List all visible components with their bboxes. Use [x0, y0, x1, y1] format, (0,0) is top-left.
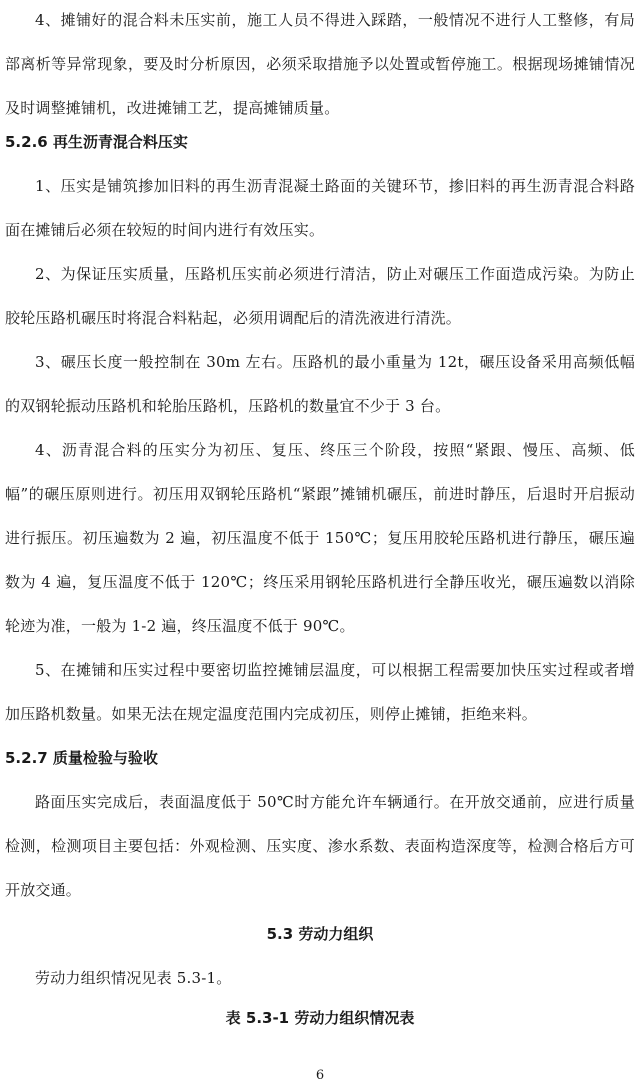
- page-number: 6: [315, 1068, 325, 1083]
- table-title: 表 5.3-1 劳动力组织情况表: [225, 1009, 415, 1027]
- paragraph-compaction-5: 5、在摊铺和压实过程中要密切监控摊铺层温度，可以根据工程需要加快压实过程或者增加压路机数量。如果无法在规定温度范围内完成初压，则停止摊铺，拒绝来料。: [5, 661, 635, 723]
- paragraph-compaction-2: 2、为保证压实质量，压路机压实前必须进行清洁，防止对碾压工作面造成污染。为防止胶轮压路机碾压时将混合料粘起，必须用调配后的清洗液进行清洗。: [5, 265, 635, 327]
- paragraph-paving-4: 4、摊铺好的混合料未压实前，施工人员不得进入踩踏，一般情况不进行人工整修，有局部离析等异常现象，要及时分析原因，必须采取措施予以处置或暂停施工。根据现场摊铺情况及时调整摊铺机，改进摊铺工艺，提高摊铺质量。: [5, 11, 635, 117]
- heading-5-3: 5.3 劳动力组织: [266, 925, 374, 943]
- paragraph-compaction-3: 3、碾压长度一般控制在 30m 左右。压路机的最小重量为 12t，碾压设备采用高频低幅的双钢轮振动压路机和轮胎压路机，压路机的数量宜不少于 3 台。: [5, 353, 635, 415]
- paragraph-labor-ref: 劳动力组织情况见表 5.3-1。: [35, 969, 232, 987]
- paragraph-quality: 路面压实完成后，表面温度低于 50℃时方能允许车辆通行。在开放交通前，应进行质量检测，检测项目主要包括：外观检测、压实度、渗水系数、表面构造深度等，检测合格后方可开放交通。: [5, 793, 635, 899]
- heading-5-2-6: 5.2.6 再生沥青混合料压实: [5, 133, 188, 151]
- heading-5-2-7: 5.2.7 质量检验与验收: [5, 749, 158, 767]
- paragraph-compaction-4: 4、沥青混合料的压实分为初压、复压、终压三个阶段，按照“紧跟、慢压、高频、低幅”的碾压原则进行。初压用双钢轮压路机“紧跟”摊铺机碾压，前进时静压，后退时开启振动进行振压。初压遍数为 2 遍，初压温度不低于 150℃；复压用胶轮压路机进行静压，碾压遍数为 4 遍，复压温度不低于 120℃；终压采用钢轮压路机进行全静压收光，碾压遍数以消除轮迹为准，一般为 1-2 遍，终压温度不低于 90℃。: [5, 441, 635, 635]
- paragraph-compaction-1: 1、压实是铺筑掺加旧料的再生沥青混凝土路面的关键环节，掺旧料的再生沥青混合料路面在摊铺后必须在较短的时间内进行有效压实。: [5, 177, 635, 239]
